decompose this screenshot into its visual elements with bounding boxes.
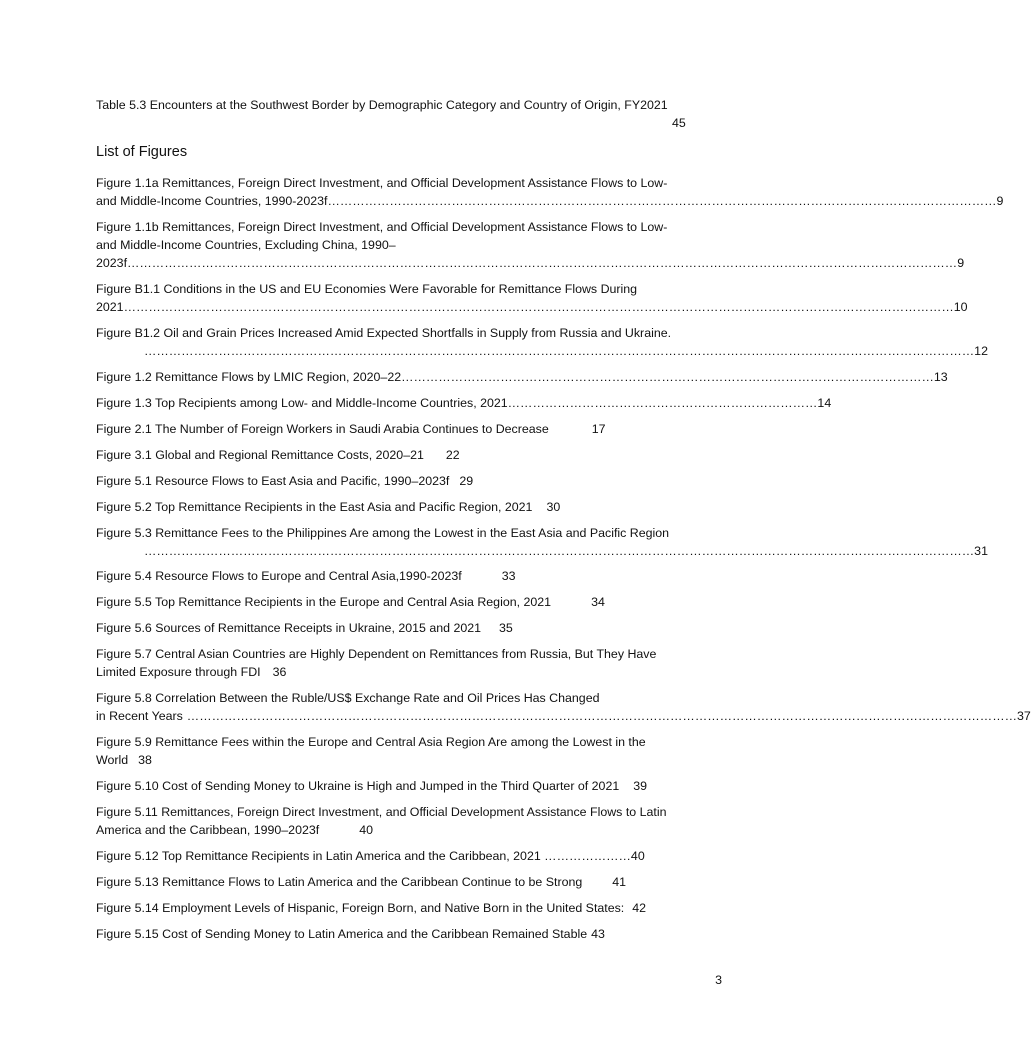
toc-entry-page: 13	[933, 370, 948, 384]
toc-entry-page: 17	[591, 422, 606, 436]
toc-entry-title: Figure 5.3 Remittance Fees to the Philippines Are among the Lowest in the East Asia and Pacific Region	[96, 526, 670, 540]
toc-entry-title: Figure 5.14 Employment Levels of Hispanic, Foreign Born, and Native Born in the United States:	[96, 901, 625, 915]
toc-entry-title: Figure 5.2 Top Remittance Recipients in the East Asia and Pacific Region, 2021	[96, 500, 533, 514]
toc-entry[interactable]	[96, 899, 716, 917]
toc-entry-title-cont: World	[96, 753, 129, 767]
toc-entry-title: Figure 5.12 Top Remittance Recipients in Latin America and the Caribbean, 2021	[96, 849, 541, 863]
toc-entry[interactable]	[96, 645, 716, 681]
toc-entry[interactable]	[96, 733, 716, 769]
toc-entry-page: 45	[672, 116, 686, 130]
toc-entry-page: 9	[996, 194, 1004, 208]
toc-entry[interactable]: Figure B1.2 Oil and Grain Prices Increased Amid Expected Shortfalls in Supply from Russia and Ukraine. ………………………………………………………………………………………………………………………………………………………………………………… 12	[96, 326, 988, 358]
toc-entry-page: 35	[499, 621, 513, 635]
toc-entry-title: Figure 1.1a Remittances, Foreign Direct Investment, and Official Development Assistance Flows to Low-	[96, 176, 668, 190]
toc-table-entry	[96, 96, 736, 132]
toc-entry[interactable]	[96, 619, 716, 637]
toc-entry-page: 9	[957, 256, 965, 270]
toc-entry[interactable]	[96, 777, 716, 795]
toc-entry[interactable]: Figure 1.1a Remittances, Foreign Direct Investment, and Official Development Assistance Flows to Low- and Middle-Income Countries, 1990-2023f ……………………………………………………………………………………………………………………………………………… 9	[96, 176, 1004, 208]
toc-entry-title: Figure 5.5 Top Remittance Recipients in the Europe and Central Asia Region, 2021	[96, 595, 552, 609]
toc-entry-title-cont: 2023f	[96, 256, 128, 270]
toc-entry-title-cont: Limited Exposure through FDI	[96, 665, 261, 679]
toc-entry-title: Figure B1.1 Conditions in the US and EU Economies Were Favorable for Remittance Flows During	[96, 282, 638, 296]
toc-entry-title-cont: and Middle-Income Countries, Excluding China, 1990–	[96, 238, 396, 252]
toc-entry-title-cont: and Middle-Income Countries, 1990-2023f	[96, 194, 328, 208]
toc-entry-title: Figure B1.2 Oil and Grain Prices Increased Amid Expected Shortfalls in Supply from Russia and Ukraine.	[96, 326, 672, 340]
toc-entry-page: 40	[359, 823, 373, 837]
toc-entry-page: 12	[974, 344, 988, 358]
toc-entry-title: Figure 5.4 Resource Flows to Europe and Central Asia,1990-2023f	[96, 569, 462, 583]
toc-entry-title: Figure 5.15 Cost of Sending Money to Latin America and the Caribbean Remained Stable	[96, 927, 588, 941]
toc-entry-page: 37	[1016, 709, 1031, 723]
toc-entry-title-cont: in Recent Years	[96, 709, 183, 723]
toc-entry[interactable]: Figure 5.3 Remittance Fees to the Philippines Are among the Lowest in the East Asia and Pacific Region ………………………………………………………………………………………………………………………………………………………………………………… 31	[96, 526, 988, 558]
toc-entry-page: 38	[138, 753, 152, 767]
toc-entry-page: 34	[591, 595, 605, 609]
toc-entry-page: 31	[974, 544, 988, 558]
toc-entry[interactable]: Figure 1.3 Top Recipients among Low- and Middle-Income Countries, 2021 ………………………………………………………………… 14	[96, 396, 832, 410]
toc-entry-page: 36	[272, 665, 287, 679]
toc-entry-title: Figure 1.1b Remittances, Foreign Direct Investment, and Official Development Assistance Flows to Low-	[96, 220, 668, 234]
toc-entry-title: Figure 5.11 Remittances, Foreign Direct Investment, and Official Development Assistance Flows to Latin	[96, 805, 667, 819]
toc-entry[interactable]	[96, 567, 716, 585]
toc-entry[interactable]	[96, 446, 716, 464]
toc-entry-title: Figure 5.9 Remittance Fees within the Europe and Central Asia Region Are among the Lowest in the	[96, 735, 646, 749]
toc-entry-title: Figure 5.10 Cost of Sending Money to Ukraine is High and Jumped in the Third Quarter of 2021	[96, 779, 620, 793]
toc-entry-title: Figure 5.7 Central Asian Countries are Highly Dependent on Remittances from Russia, But They Have	[96, 647, 657, 661]
toc-entry[interactable]: Figure 1.2 Remittance Flows by LMIC Region, 2020–22 ………………………………………………………………………………………………………………… 13	[96, 370, 948, 384]
toc-entry[interactable]: Figure 1.1b Remittances, Foreign Direct Investment, and Official Development Assistance Flows to Low- and Middle-Income Countries, Excluding China, 1990– 2023f ………………………………………………………………………………………………………………………………………………………………………………… 9	[96, 220, 965, 270]
page-number: 3	[715, 973, 722, 987]
toc-entry[interactable]	[96, 472, 716, 490]
toc-entry-page: 10	[953, 300, 968, 314]
toc-entry-page: 41	[612, 875, 627, 889]
toc-entry-page: 30	[546, 500, 561, 514]
toc-entry-title: Figure 5.6 Sources of Remittance Receipts in Ukraine, 2015 and 2021	[96, 621, 482, 635]
toc-entry-title-cont: 2021	[96, 300, 124, 314]
toc-entry[interactable]: Figure B1.1 Conditions in the US and EU Economies Were Favorable for Remittance Flows During 2021 ………………………………………………………………………………………………………………………………………………………………………………… 10	[96, 282, 968, 314]
toc-entry[interactable]	[96, 925, 716, 943]
toc-entry-title: Figure 2.1 The Number of Foreign Workers in Saudi Arabia Continues to Decrease	[96, 422, 549, 436]
toc-entry-page: 43	[591, 927, 605, 941]
toc-entry[interactable]	[96, 803, 716, 839]
toc-entry-page: 40	[630, 849, 645, 863]
toc-entry[interactable]	[96, 593, 716, 611]
toc-entry-page: 39	[633, 779, 648, 793]
toc-entry-page: 14	[817, 396, 832, 410]
toc-entry[interactable]: Figure 5.12 Top Remittance Recipients in Latin America and the Caribbean, 2021 …………………40	[96, 849, 645, 863]
toc-entry-title: Figure 1.3 Top Recipients among Low- and Middle-Income Countries, 2021	[96, 396, 508, 410]
section-heading: List of Figures	[96, 144, 188, 160]
toc-entry-page: 42	[632, 901, 647, 915]
toc-entry-title-cont: America and the Caribbean, 1990–2023f	[96, 823, 320, 837]
toc-entry-title: Figure 3.1 Global and Regional Remittance Costs, 2020–21	[96, 448, 424, 462]
toc-entry-title: Figure 5.8 Correlation Between the Ruble/US$ Exchange Rate and Oil Prices Has Changed	[96, 691, 600, 705]
toc-entry[interactable]	[96, 498, 716, 516]
toc-entry[interactable]	[96, 420, 716, 438]
toc-entry-page: 29	[459, 474, 474, 488]
toc-entry-title: Table 5.3 Encounters at the Southwest Border by Demographic Category and Country of Origin, FY2021	[96, 98, 668, 112]
toc-entry-title: Figure 1.2 Remittance Flows by LMIC Region, 2020–22	[96, 370, 402, 384]
toc-entry-page: 33	[501, 569, 516, 583]
toc-entry-title: Figure 5.1 Resource Flows to East Asia and Pacific, 1990–2023f	[96, 474, 450, 488]
toc-entry-page: 22	[445, 448, 460, 462]
toc-entry-title: Figure 5.13 Remittance Flows to Latin America and the Caribbean Continue to be Strong	[96, 875, 583, 889]
toc-entry[interactable]: Figure 5.8 Correlation Between the Ruble/US$ Exchange Rate and Oil Prices Has Changed in Recent Years ………………………………………………………………………………………………………………………………………………………………………………… 37	[96, 691, 1031, 723]
toc-entry[interactable]	[96, 873, 716, 891]
